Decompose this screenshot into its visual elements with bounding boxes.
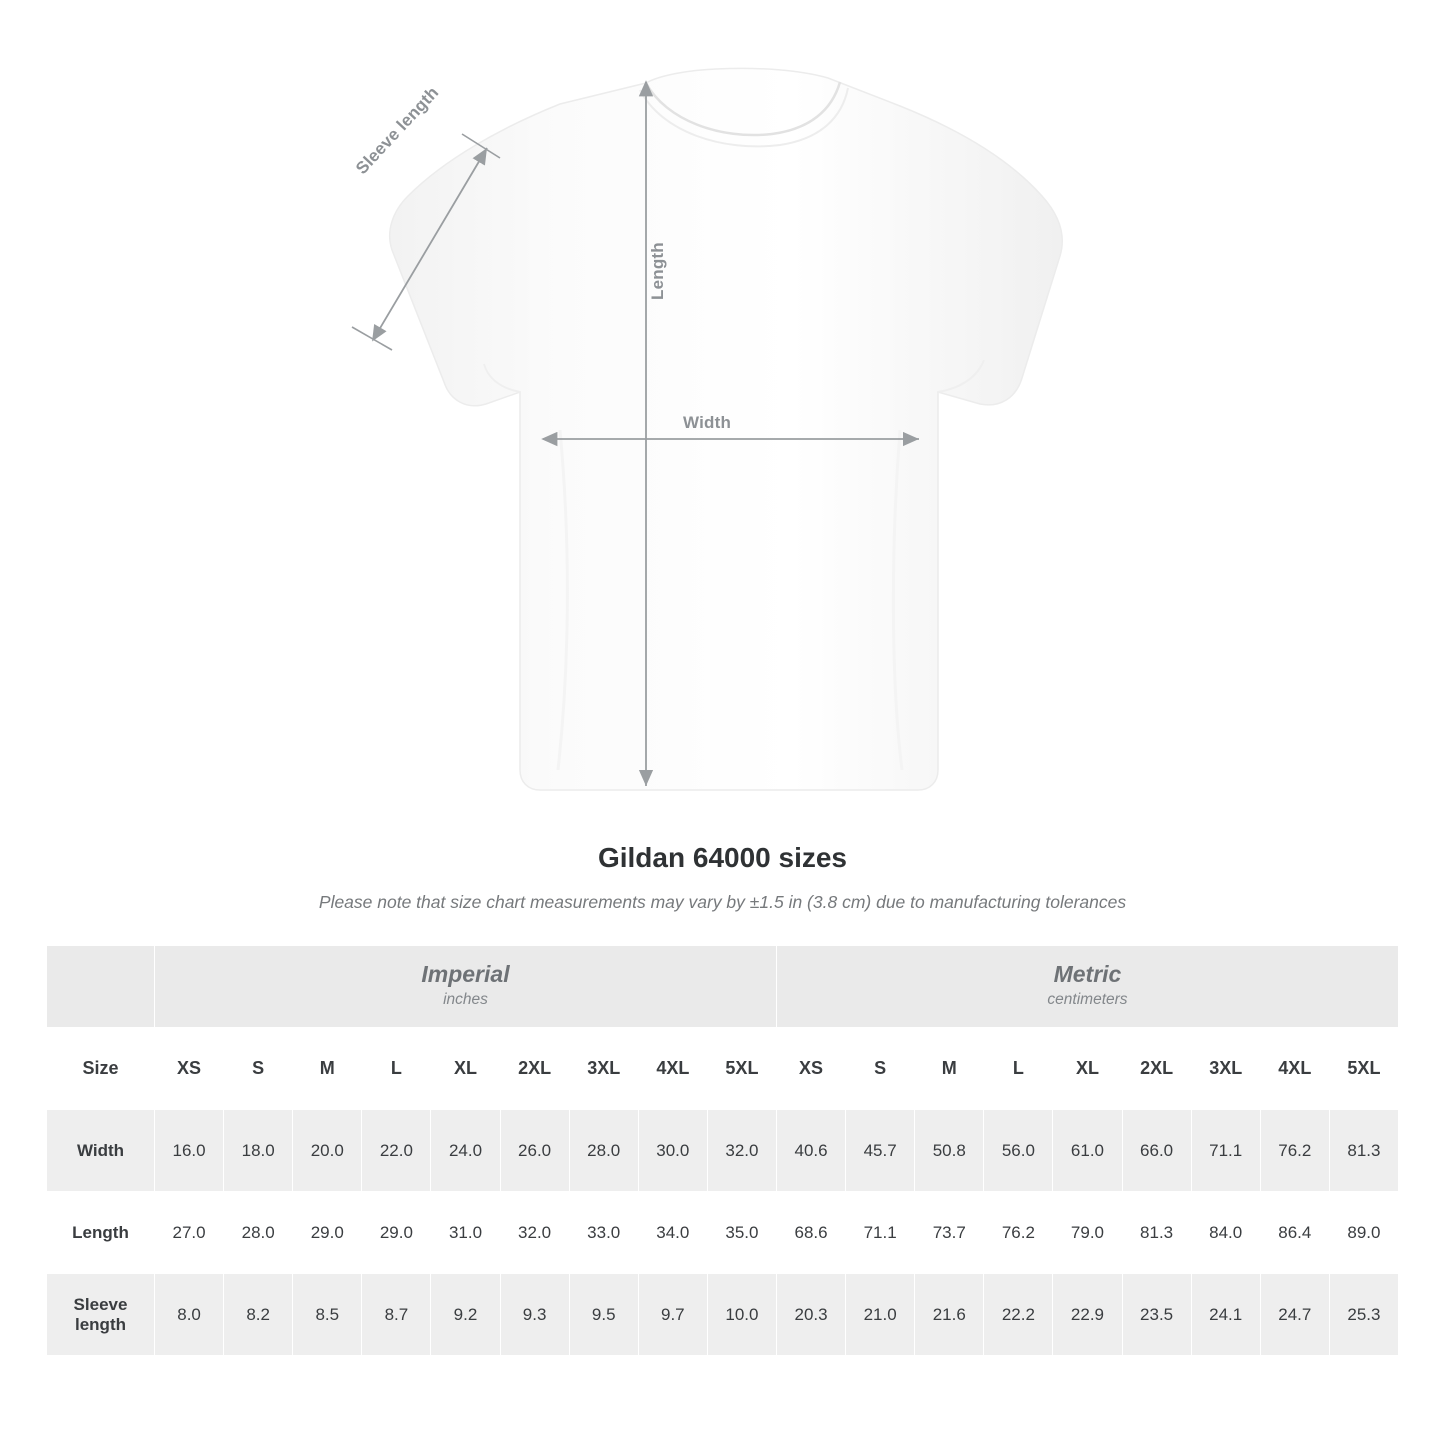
table-cell: 25.3: [1329, 1274, 1398, 1356]
table-cell: 21.0: [846, 1274, 915, 1356]
row-label-width: Width: [47, 1110, 155, 1192]
table-cell: 40.6: [776, 1110, 845, 1192]
measurement-note: Please note that size chart measurements may vary by ±1.5 in (3.8 cm) due to manufacturing tolerances: [318, 892, 1127, 912]
table-cell: 73.7: [915, 1192, 984, 1274]
page-title: Gildan 64000 sizes: [597, 842, 848, 873]
table-cell: 84.0: [1191, 1192, 1260, 1274]
table-cell: 28.0: [569, 1110, 638, 1192]
table-cell: 81.3: [1329, 1110, 1398, 1192]
unit-header-row: [47, 946, 1399, 1028]
table-cell: 56.0: [984, 1110, 1053, 1192]
size-chart-table: [46, 945, 1399, 1356]
table-cell: 76.2: [984, 1192, 1053, 1274]
table-cell: 29.0: [362, 1192, 431, 1274]
table-row: [47, 1110, 1399, 1192]
table-cell: 22.9: [1053, 1274, 1122, 1356]
unit-group-imperial: [155, 946, 777, 1028]
unit-group-metric-name: Metric: [1053, 960, 1122, 987]
size-column-header: L: [362, 1028, 431, 1110]
table-cell: 89.0: [1329, 1192, 1398, 1274]
table-cell: 8.7: [362, 1274, 431, 1356]
table-cell: 35.0: [707, 1192, 776, 1274]
table-cell: 22.2: [984, 1274, 1053, 1356]
table-cell: 31.0: [431, 1192, 500, 1274]
table-cell: 45.7: [846, 1110, 915, 1192]
size-column-header: 5XL: [1329, 1028, 1398, 1110]
size-column-header: 4XL: [638, 1028, 707, 1110]
size-column-header: 3XL: [569, 1028, 638, 1110]
table-cell: 9.7: [638, 1274, 707, 1356]
table-cell: 27.0: [155, 1192, 224, 1274]
table-cell: 76.2: [1260, 1110, 1329, 1192]
table-cell: 10.0: [707, 1274, 776, 1356]
size-column-header: 3XL: [1191, 1028, 1260, 1110]
table-cell: 81.3: [1122, 1192, 1191, 1274]
table-cell: 9.5: [569, 1274, 638, 1356]
table-row: [47, 1192, 1399, 1274]
size-column-header: 2XL: [500, 1028, 569, 1110]
unit-group-metric: [776, 946, 1398, 1028]
size-chart-table-wrapper: [46, 945, 1399, 1356]
table-cell: 86.4: [1260, 1192, 1329, 1274]
unit-group-metric-sub: centimeters: [1047, 991, 1128, 1009]
table-cell: 24.7: [1260, 1274, 1329, 1356]
table-cell: 20.0: [293, 1110, 362, 1192]
size-row-label: Size: [47, 1028, 155, 1110]
size-column-header: 4XL: [1260, 1028, 1329, 1110]
unit-group-imperial-sub: inches: [443, 991, 488, 1009]
table-cell: 32.0: [500, 1192, 569, 1274]
table-cell: 61.0: [1053, 1110, 1122, 1192]
sleeve-length-label: Sleeve length: [352, 82, 443, 178]
table-cell: 24.1: [1191, 1274, 1260, 1356]
size-column-header: S: [224, 1028, 293, 1110]
table-cell: 8.5: [293, 1274, 362, 1356]
table-cell: 26.0: [500, 1110, 569, 1192]
size-column-header: M: [293, 1028, 362, 1110]
table-cell: 8.0: [155, 1274, 224, 1356]
size-column-header: 2XL: [1122, 1028, 1191, 1110]
table-cell: 34.0: [638, 1192, 707, 1274]
row-label-sleeve-length: Sleeve length: [47, 1274, 155, 1356]
size-column-header: XS: [776, 1028, 845, 1110]
table-cell: 23.5: [1122, 1274, 1191, 1356]
table-cell: 16.0: [155, 1110, 224, 1192]
table-cell: 28.0: [224, 1192, 293, 1274]
size-column-header: XL: [1053, 1028, 1122, 1110]
table-cell: 71.1: [1191, 1110, 1260, 1192]
table-cell: 79.0: [1053, 1192, 1122, 1274]
row-label-length: Length: [47, 1192, 155, 1274]
unit-group-imperial-name: Imperial: [421, 960, 510, 987]
table-cell: 9.2: [431, 1274, 500, 1356]
size-column-header: 5XL: [707, 1028, 776, 1110]
size-column-header: XL: [431, 1028, 500, 1110]
table-cell: 68.6: [776, 1192, 845, 1274]
table-cell: 24.0: [431, 1110, 500, 1192]
table-cell: 30.0: [638, 1110, 707, 1192]
unit-header-corner: [47, 946, 155, 1028]
length-label: Length: [648, 242, 667, 300]
size-column-header: L: [984, 1028, 1053, 1110]
table-cell: 8.2: [224, 1274, 293, 1356]
table-cell: 9.3: [500, 1274, 569, 1356]
table-row: [47, 1274, 1399, 1356]
table-cell: 29.0: [293, 1192, 362, 1274]
table-cell: 32.0: [707, 1110, 776, 1192]
size-column-header: S: [846, 1028, 915, 1110]
table-cell: 50.8: [915, 1110, 984, 1192]
table-cell: 20.3: [776, 1274, 845, 1356]
table-cell: 66.0: [1122, 1110, 1191, 1192]
table-cell: 21.6: [915, 1274, 984, 1356]
size-column-header: M: [915, 1028, 984, 1110]
table-cell: 71.1: [846, 1192, 915, 1274]
table-cell: 22.0: [362, 1110, 431, 1192]
size-header-row: [47, 1028, 1399, 1110]
table-cell: 33.0: [569, 1192, 638, 1274]
table-cell: 18.0: [224, 1110, 293, 1192]
size-column-header: XS: [155, 1028, 224, 1110]
width-label: Width: [683, 413, 732, 432]
